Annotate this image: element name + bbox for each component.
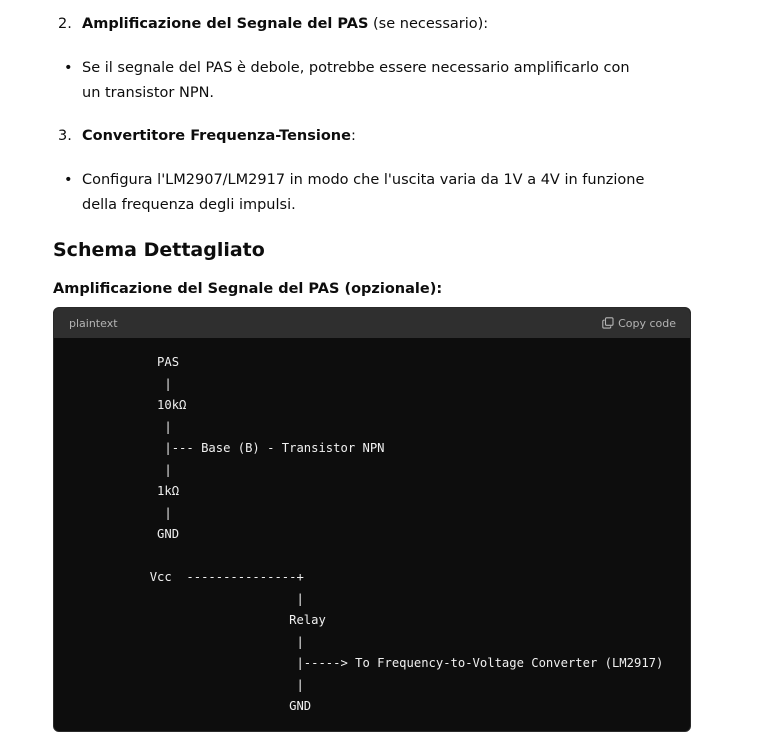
step-item [53,124,720,213]
copy-icon [602,317,614,329]
step-item [53,12,720,101]
step-heading [82,12,720,37]
bullet-dot: • [64,60,73,76]
step-number: 2. [58,16,72,32]
bullet-item [53,56,652,106]
step-title: Amplificazione del Segnale del PAS [82,16,369,32]
sub-title: Amplificazione del Segnale del PAS (opzionale): [53,281,443,297]
step-suffix: : [350,128,356,144]
bullet-text: Se il segnale del PAS è debole, potrebbe essere necessario amplificarlo con un transistor NPN. [82,60,630,101]
copy-code-label: Copy code [618,316,676,330]
copy-code-button[interactable] [602,317,676,330]
step-suffix: (se necessario): [368,16,489,32]
step-heading [82,124,720,149]
code-header [54,308,690,338]
bullet-item [53,168,652,218]
section-title: Schema Dettagliato [53,239,265,261]
bullet-text: Configura l'LM2907/LM2917 in modo che l'uscita varia da 1V a 4V in funzione della frequenza degli impulsi. [82,172,645,213]
code-block [53,307,691,732]
code-language-label: plaintext [69,316,118,330]
step-title: Convertitore Frequenza-Tensione [82,128,351,144]
bullet-dot: • [64,172,73,188]
step-number: 3. [58,128,72,144]
code-content[interactable]: PAS | 10kΩ | |--- Base (B) - Transistor NPN | 1kΩ | GND Vcc ---------------+ | Relay | |-----> To Frequency-to-Voltage Converter (LM2917) | GND [149,355,664,713]
